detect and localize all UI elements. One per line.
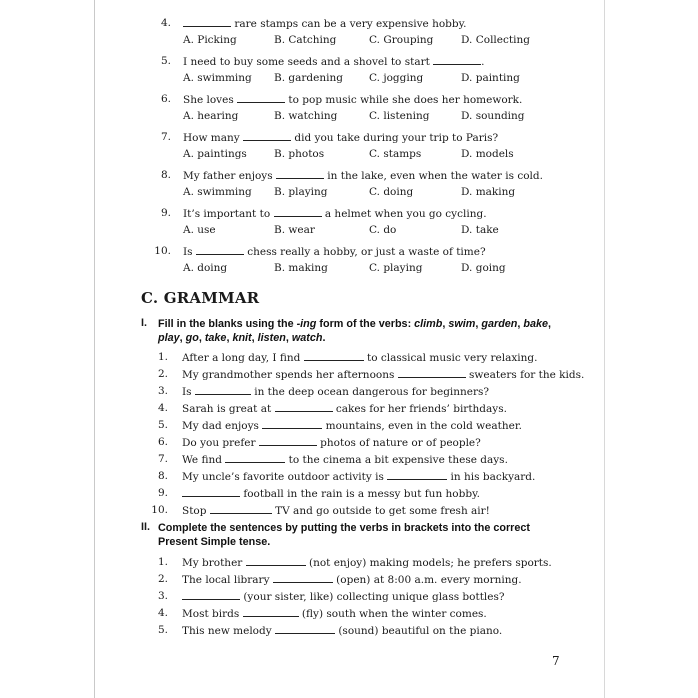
question-text bbox=[182, 436, 481, 450]
item-number: 9. bbox=[157, 487, 168, 499]
question-text bbox=[183, 245, 486, 259]
instruction-line: play, go, take, knit, listen, watch. bbox=[158, 332, 326, 344]
question-number: 5. bbox=[160, 55, 171, 67]
question-text-before: Stop bbox=[182, 505, 210, 517]
answer-option: C. jogging bbox=[369, 72, 424, 84]
answer-blank bbox=[195, 385, 251, 395]
question-text-after: cakes for her friends’ birthdays. bbox=[332, 403, 507, 415]
answer-option: C. stamps bbox=[369, 148, 422, 160]
question-text-after: (sound) beautiful on the piano. bbox=[335, 625, 503, 637]
answer-option: B. Catching bbox=[274, 34, 337, 46]
question-text-after: in the deep ocean dangerous for beginners? bbox=[250, 386, 490, 398]
answer-option: A. hearing bbox=[183, 110, 239, 122]
answer-option: A. Picking bbox=[183, 34, 237, 46]
item-number: 8. bbox=[157, 470, 168, 482]
question-text bbox=[182, 556, 552, 570]
answer-option: D. models bbox=[461, 148, 514, 160]
answer-option: C. Grouping bbox=[369, 34, 434, 46]
answer-option: C. do bbox=[369, 224, 397, 236]
question-text-after: to pop music while she does her homework. bbox=[285, 94, 523, 106]
question-text bbox=[182, 453, 508, 467]
answer-blank bbox=[196, 245, 244, 255]
question-text bbox=[182, 590, 505, 604]
question-number: 10. bbox=[154, 245, 171, 257]
page-number: 7 bbox=[552, 654, 560, 668]
answer-option: B. gardening bbox=[274, 72, 343, 84]
item-number: 2. bbox=[157, 368, 168, 380]
answer-option: D. painting bbox=[461, 72, 520, 84]
instruction-line: Complete the sentences by putting the verbs in brackets into the correct bbox=[158, 522, 530, 534]
answer-blank bbox=[243, 607, 299, 617]
question-text bbox=[182, 419, 522, 433]
question-text bbox=[182, 368, 584, 382]
answer-blank bbox=[246, 556, 306, 566]
question-text bbox=[182, 607, 487, 621]
answer-blank bbox=[276, 169, 324, 179]
answer-option: A. use bbox=[183, 224, 216, 236]
answer-blank bbox=[225, 453, 285, 463]
answer-blank bbox=[273, 573, 333, 583]
question-text bbox=[182, 385, 489, 399]
question-text-after: sweaters for the kids. bbox=[465, 369, 585, 381]
answer-blank bbox=[182, 487, 240, 497]
instruction-line: Fill in the blanks using the -ing form of the verbs: climb, swim, garden, bake, bbox=[158, 318, 551, 330]
item-number: 5. bbox=[157, 624, 168, 636]
question-text-after: in the lake, even when the water is cold. bbox=[323, 170, 543, 182]
question-text-before: We find bbox=[182, 454, 226, 466]
answer-option: C. doing bbox=[369, 186, 414, 198]
question-number: 8. bbox=[160, 169, 171, 181]
answer-blank bbox=[243, 131, 291, 141]
question-text-before: This new melody bbox=[182, 625, 275, 637]
question-text-after: photos of nature or of people? bbox=[316, 437, 481, 449]
item-number: 1. bbox=[157, 351, 168, 363]
question-text-before: My brother bbox=[182, 557, 246, 569]
question-text-after: in his backyard. bbox=[447, 471, 536, 483]
question-text bbox=[183, 207, 487, 221]
question-text bbox=[182, 351, 537, 365]
answer-blank bbox=[275, 402, 333, 412]
answer-blank bbox=[262, 419, 322, 429]
answer-option: D. sounding bbox=[461, 110, 525, 122]
answer-blank bbox=[183, 17, 231, 27]
question-text-before: Is bbox=[182, 386, 195, 398]
question-text-before: Most birds bbox=[182, 608, 243, 620]
question-text-before: My grandmother spends her afternoons bbox=[182, 369, 398, 381]
answer-option: D. take bbox=[461, 224, 499, 236]
question-text-before: She loves bbox=[183, 94, 238, 106]
question-number: 7. bbox=[160, 131, 171, 143]
question-text-before: My father enjoys bbox=[183, 170, 276, 182]
question-number: 6. bbox=[160, 93, 171, 105]
instruction-number: I. bbox=[141, 317, 147, 329]
answer-blank bbox=[182, 590, 240, 600]
answer-blank bbox=[210, 504, 272, 514]
question-text bbox=[182, 487, 480, 501]
question-text-after: football in the rain is a messy but fun hobby. bbox=[240, 488, 480, 500]
question-number: 9. bbox=[160, 207, 171, 219]
question-number: 4. bbox=[160, 17, 171, 29]
question-text-after: (your sister, like) collecting unique glass bottles? bbox=[240, 591, 505, 603]
item-number: 7. bbox=[157, 453, 168, 465]
question-text-after: chess really a hobby, or just a waste of time? bbox=[243, 246, 486, 258]
answer-option: B. photos bbox=[274, 148, 325, 160]
answer-option: B. making bbox=[274, 262, 328, 274]
question-text bbox=[182, 624, 502, 638]
question-text bbox=[183, 131, 498, 145]
answer-option: C. playing bbox=[369, 262, 423, 274]
answer-option: D. going bbox=[461, 262, 506, 274]
question-text-after: (open) at 8:00 a.m. every morning. bbox=[332, 574, 522, 586]
question-text-before: It’s important to bbox=[183, 208, 274, 220]
question-text bbox=[183, 17, 466, 31]
question-text-after: (fly) south when the winter comes. bbox=[298, 608, 487, 620]
answer-option: A. paintings bbox=[183, 148, 247, 160]
question-text bbox=[183, 55, 485, 69]
answer-blank bbox=[387, 470, 447, 480]
page-left-edge bbox=[94, 0, 95, 698]
question-text bbox=[182, 470, 535, 484]
question-text-after: to classical music very relaxing. bbox=[363, 352, 538, 364]
item-number: 4. bbox=[157, 607, 168, 619]
question-text-after: (not enjoy) making models; he prefers sports. bbox=[305, 557, 552, 569]
question-text bbox=[182, 504, 490, 518]
question-text-before: Do you prefer bbox=[182, 437, 259, 449]
answer-option: D. making bbox=[461, 186, 516, 198]
question-text-after: . bbox=[481, 56, 485, 68]
answer-option: A. swimming bbox=[183, 72, 252, 84]
section-title: C. GRAMMAR bbox=[141, 289, 260, 307]
answer-blank bbox=[274, 207, 322, 217]
question-text-before: How many bbox=[183, 132, 244, 144]
item-number: 3. bbox=[157, 590, 168, 602]
answer-option: C. listening bbox=[369, 110, 430, 122]
question-text-before: After a long day, I find bbox=[182, 352, 304, 364]
question-text-after: rare stamps can be a very expensive hobby. bbox=[231, 18, 467, 30]
question-text-before: I need to buy some seeds and a shovel to start bbox=[183, 56, 434, 68]
answer-blank bbox=[304, 351, 364, 361]
question-text-before: My uncle’s favorite outdoor activity is bbox=[182, 471, 388, 483]
question-text bbox=[183, 169, 543, 183]
item-number: 2. bbox=[157, 573, 168, 585]
question-text-before: The local library bbox=[182, 574, 273, 586]
answer-option: D. Collecting bbox=[461, 34, 530, 46]
answer-option: A. swimming bbox=[183, 186, 252, 198]
item-number: 1. bbox=[157, 556, 168, 568]
instruction-number: II. bbox=[141, 521, 150, 533]
question-text-after: did you take during your trip to Paris? bbox=[291, 132, 499, 144]
item-number: 5. bbox=[157, 419, 168, 431]
question-text bbox=[182, 573, 522, 587]
item-number: 6. bbox=[157, 436, 168, 448]
item-number: 10. bbox=[151, 504, 168, 516]
question-text-after: a helmet when you go cycling. bbox=[321, 208, 487, 220]
question-text-after: TV and go outside to get some fresh air! bbox=[271, 505, 490, 517]
question-text-before: Is bbox=[183, 246, 196, 258]
answer-blank bbox=[259, 436, 317, 446]
answer-blank bbox=[398, 368, 466, 378]
answer-blank bbox=[275, 624, 335, 634]
question-text-before: My dad enjoys bbox=[182, 420, 263, 432]
answer-option: B. wear bbox=[274, 224, 315, 236]
instruction-line: Present Simple tense. bbox=[158, 536, 271, 548]
answer-blank bbox=[237, 93, 285, 103]
question-text bbox=[183, 93, 522, 107]
answer-option: A. doing bbox=[183, 262, 228, 274]
question-text-before: Sarah is great at bbox=[182, 403, 275, 415]
question-text-after: to the cinema a bit expensive these days. bbox=[285, 454, 508, 466]
page-right-edge bbox=[604, 0, 605, 698]
item-number: 4. bbox=[157, 402, 168, 414]
question-text-after: mountains, even in the cold weather. bbox=[322, 420, 523, 432]
question-text bbox=[182, 402, 507, 416]
item-number: 3. bbox=[157, 385, 168, 397]
answer-option: B. playing bbox=[274, 186, 328, 198]
answer-option: B. watching bbox=[274, 110, 338, 122]
answer-blank bbox=[433, 55, 481, 65]
